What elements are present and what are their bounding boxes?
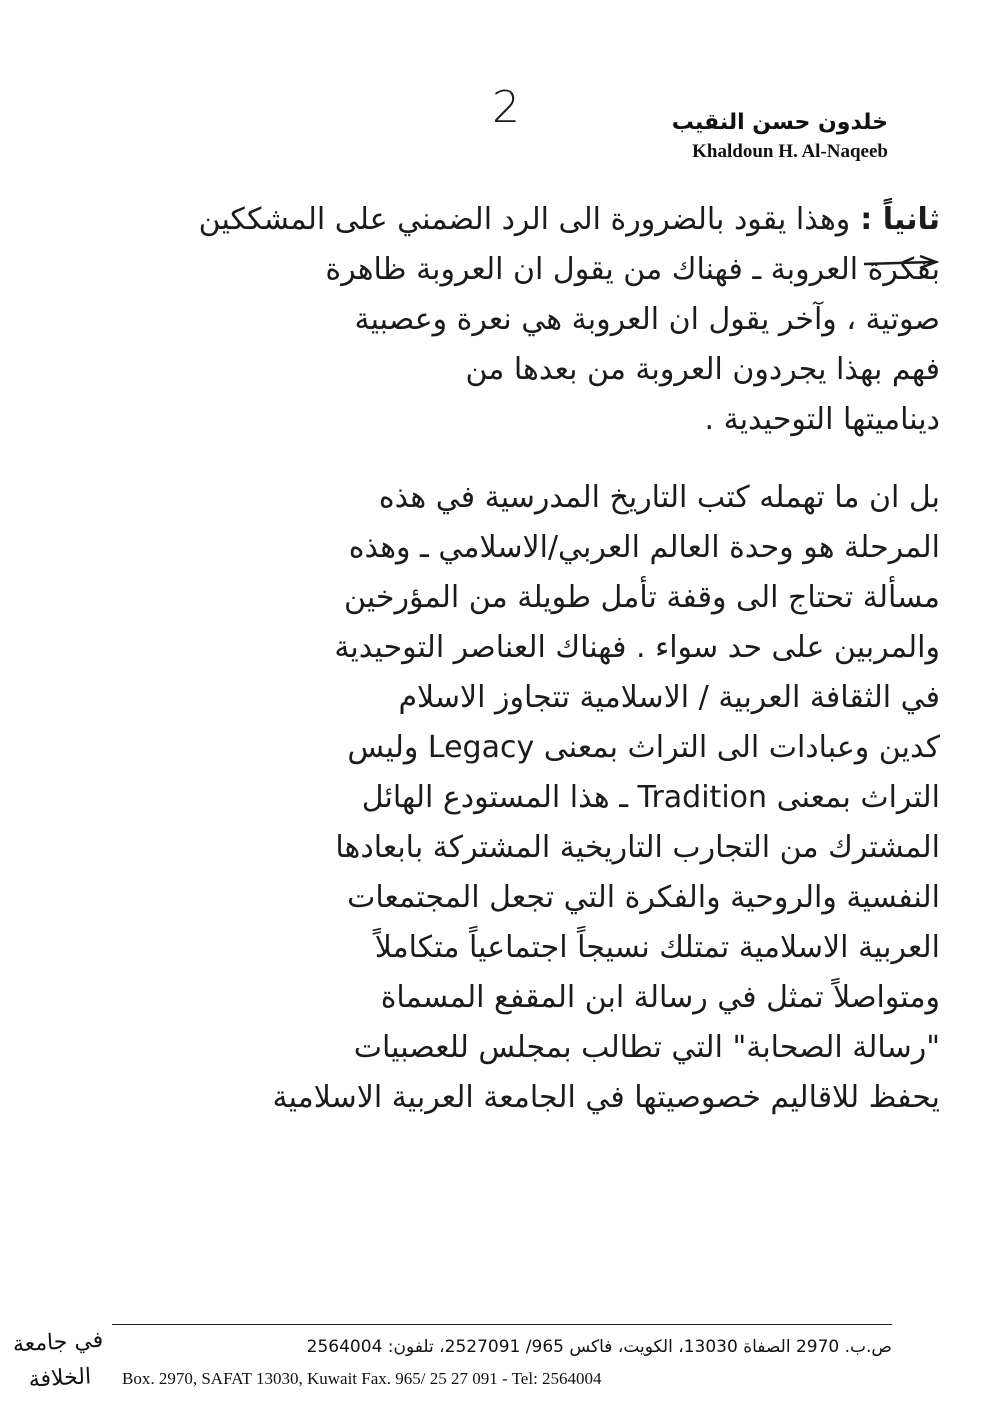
body-line: صوتية ، وآخر يقول ان العروبة هي نعرة وعصبية [354,302,940,337]
letterhead-name-english: Khaldoun H. Al-Naqeeb [692,141,888,162]
body-line: والمربين على حد سواء . فهناك العناصر التوحيدية [334,630,940,665]
body-line: فهم بهذا يجردون العروبة من بعدها من [465,352,940,387]
body-line: التراث بمعنى Tradition ـ هذا المستودع الهائل [361,780,940,815]
footer [112,1330,892,1394]
body-line: المرحلة هو وحدة العالم العربي/الاسلامي ـ وهذه [348,530,940,565]
section-marker: ثانياً : [860,202,940,237]
margin-note: في جامعة الخلافة [12,1327,104,1393]
footer-address-english: Box. 2970, SAFAT 13030, Kuwait Fax. 965/ 25 27 091 - Tel: 2564004 [122,1369,602,1388]
body-line: ثانياً :وهذا يقود بالضرورة الى الرد الضمني على المشككين [40,195,940,245]
body-line: بفكرة العروبة ـ فهناك من يقول ان العروبة ظاهرة [325,252,940,287]
body-line: بل ان ما تهمله كتب التاريخ المدرسية في هذه [378,480,940,515]
body-line: يحفظ للاقاليم خصوصيتها في الجامعة العربية الاسلامية [272,1080,940,1115]
body-line: النفسية والروحية والفكرة التي تجعل المجتمعات [347,880,940,915]
footer-divider [112,1324,892,1325]
body-line: ديناميتها التوحيدية . [704,402,940,437]
letterhead [568,110,888,163]
handwritten-body [40,195,940,1123]
body-line: "رسالة الصحابة" التي تطالب بمجلس للعصبيات [353,1030,940,1065]
body-line: ومتواصلاً تمثل في رسالة ابن المقفع المسماة [380,980,940,1015]
body-line: مسألة تحتاج الى وقفة تأمل طويلة من المؤرخين [344,580,940,615]
page-number: 2 [492,82,520,133]
footer-address-arabic: ص.ب. 2970 الصفاة 13030، الكويت، فاكس 965/ 2527091، تلفون: 2564004 [306,1337,892,1357]
body-line: العربية الاسلامية تمتلك نسيجاً اجتماعياً متكاملاً [374,930,940,965]
body-line: كدين وعبادات الى التراث بمعنى Legacy وليس [347,730,940,765]
body-line: المشترك من التجارب التاريخية المشتركة بابعادها [335,830,940,865]
letterhead-name-arabic: خلدون حسن النقيب [671,110,888,135]
body-line: في الثقافة العربية / الاسلامية تتجاوز الاسلام [398,680,940,715]
